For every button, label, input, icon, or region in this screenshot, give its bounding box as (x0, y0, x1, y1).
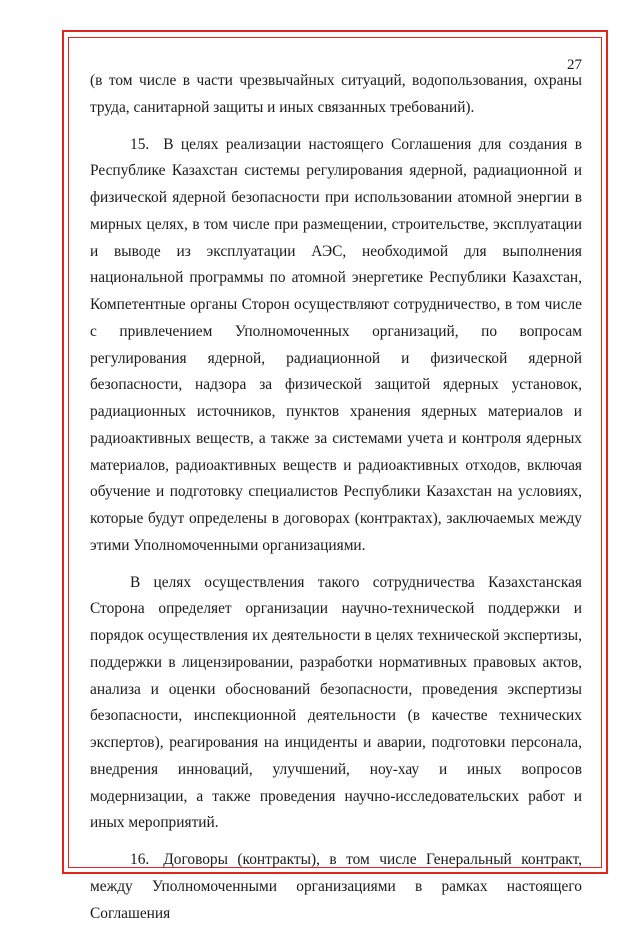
paragraph-text: Договоры (контракты), в том числе Генеральный контракт, между Уполномоченными организациями в рамках настоящего Соглашения (90, 851, 582, 922)
paragraph-text: В целях осуществления такого сотрудничества Казахстанская Сторона определяет организации научно-технической поддержки и порядок осуществления их деятельности в целях технической экспертизы, поддержки в лицензировании, разработки нормативных правовых актов, анализа и оценки обоснований безопасности, проведения экспертизы безопасности, инспекционной деятельности (в качестве технических экспертов), реагирования на инциденты и аварии, подготовки персонала, внедрения инноваций, улучшений, ноу-хау и иных вопросов модернизации, а также проведения научно-исследовательских работ и иных мероприятий. (90, 573, 582, 832)
paragraph-16 (90, 847, 582, 927)
paragraph-15-cooperation (90, 570, 582, 838)
paragraph-continuation (90, 68, 582, 122)
page-number: 27 (567, 57, 582, 73)
paragraph-number: 15. (130, 135, 150, 153)
paragraph-15 (90, 132, 582, 560)
paragraph-number: 16. (130, 851, 150, 868)
document-body (90, 68, 582, 927)
paragraph-text: (в том числе в части чрезвычайных ситуаций, водопользования, охраны труда, санитарной защиты и иных связанных требований). (90, 72, 582, 116)
paragraph-text: В целях реализации настоящего Соглашения для создания в Республике Казахстан системы регулирования ядерной, радиационной и физической ядерной безопасности при использовании атомной энергии в мирных целях, в том числе при размещении, строительстве, эксплуатации и выводе из эксплуатации АЭС, необходимой для выполнения национальной программы по атомной энергетике Республики Казахстан, Компетентные органы Сторон осуществляют сотрудничество, в том числе с привлечением Уполномоченных организаций, по вопросам регулирования ядерной, радиационной и физической ядерной безопасности, надзора за физической защитой ядерных установок, радиационных источников, пунктов хранения ядерных материалов и радиоактивных веществ, а также за системами учета и контроля ядерных материалов, радиоактивных веществ и радиоактивных отходов, включая обучение и подготовку специалистов Республики Казахстан на условиях, которые будут определены в договорах (контрактах), заключаемых между этими Уполномоченными организациями. (90, 135, 582, 554)
